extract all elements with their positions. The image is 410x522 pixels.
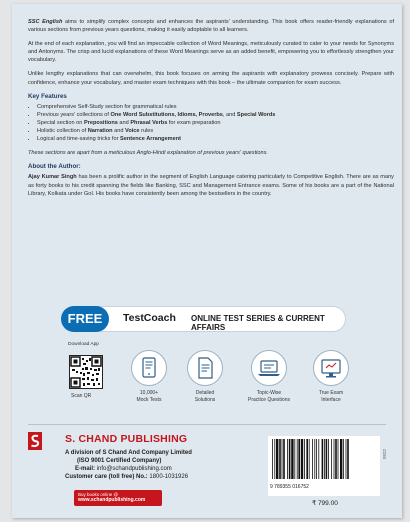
feature-text: rules xyxy=(139,128,154,135)
intro-paragraph-3: Unlike lengthy explanations that can overwhelm, this book focuses on arming the aspirants with explanatory prowess concisely. Prepare with confidence, enhance your vocabulary, and master exam techniques with this book – the ultimate companion for exam success. xyxy=(28,71,394,86)
author-bio xyxy=(28,173,394,197)
feature-text: and xyxy=(117,119,131,126)
features-note: These sections are apart from a meticulous Anglo-Hindi explanation of previous years' questions. xyxy=(28,150,268,157)
qr-code[interactable] xyxy=(69,355,103,389)
key-feature-item xyxy=(37,111,394,119)
feature-text: Holistic collection of xyxy=(37,128,88,135)
free-badge: FREE xyxy=(61,306,109,332)
key-feature-item xyxy=(37,135,394,143)
key-features-list xyxy=(28,103,394,143)
brand-name: SSC English xyxy=(28,19,63,25)
feature-text: and xyxy=(112,128,126,135)
back-cover xyxy=(12,4,402,518)
key-feature-item xyxy=(37,127,394,135)
feature-text: Special section on xyxy=(37,119,84,126)
feature-highlight: Voice xyxy=(125,128,140,135)
testcoach-banner xyxy=(65,307,345,331)
laptop-icon xyxy=(251,350,287,386)
barcode-icon xyxy=(268,436,380,482)
feature-highlight: One Word Substitutions, Idioms, Proverbs xyxy=(110,111,223,118)
feature-topic-wise xyxy=(240,350,298,403)
feature-label: Interface xyxy=(321,396,341,403)
feature-highlight: Sentence Arrangement xyxy=(120,136,182,143)
key-feature-item xyxy=(37,103,394,111)
intro-text-1: aims to simplify complex concepts and enhances the aspirants' understanding. This book offers reader-friendly explanations of various sections from previous years questions, making it easily adoptable to all learners. xyxy=(28,19,394,34)
scan-qr-label: Scan QR xyxy=(71,393,92,399)
tablet-icon xyxy=(131,350,167,386)
author-bio-text: has been a prolific author in the segment of English Language catering particularly to Competitive English. There are as many as forty books to his credit spanning the fields like Banking, SSC and Management Entrance exams. Some of his books are a part of the National Library, Kolkata under GoI. His books have consistently been among the bestsellers in the country. xyxy=(28,174,394,197)
feature-label: 10,000+ xyxy=(139,390,159,396)
intro-paragraph-1 xyxy=(28,18,394,34)
author-name: Ajay Kumar Singh xyxy=(28,174,77,181)
feature-label: Solutions xyxy=(194,396,216,403)
feature-text: Comprehensive Self-Study section for grammatical rules xyxy=(37,103,177,110)
qr-icon xyxy=(70,356,102,388)
feature-mock-tests xyxy=(120,350,178,403)
buy-online-badge[interactable] xyxy=(74,490,162,506)
key-features-heading: Key Features xyxy=(28,92,67,100)
feature-label: True Exam xyxy=(318,390,344,396)
description-block xyxy=(28,18,394,204)
email-label: E-mail: xyxy=(75,466,97,472)
document-icon xyxy=(187,350,223,386)
feature-text: Previous years' collections of xyxy=(37,111,111,118)
feature-true-exam xyxy=(302,350,360,403)
feature-text: for exam preparation xyxy=(167,119,221,126)
key-feature-item xyxy=(37,119,394,127)
author-heading: About the Author: xyxy=(28,163,81,171)
feature-label: Mock Tests xyxy=(136,396,162,403)
feature-highlight: Prepositions xyxy=(83,119,118,126)
print-code: 0922 xyxy=(382,449,387,460)
buy-online-url[interactable]: www.schandpublishing.com xyxy=(78,496,146,503)
buy-online-label: Buy books online @ xyxy=(78,492,119,497)
feature-highlight: Phrasal Verbs xyxy=(130,119,168,126)
barcode xyxy=(268,436,380,496)
publisher-name: S. CHAND PUBLISHING xyxy=(65,433,188,445)
price: ₹ 799.00 xyxy=(312,500,338,507)
intro-paragraph-2: At the end of each explanation, you will find an impeccable collection of Word Meanings, meticulously curated to cater to your needs for Synonyms and Antonyms. The crisp and lucid explanations of these Word Meanings serve as an added benefit, empowering you to effortlessly strengthen your vocabulary. xyxy=(28,41,394,64)
publisher-details xyxy=(65,449,192,481)
publisher-iso: (ISO 9001 Certified Company) xyxy=(77,458,162,464)
customer-care-number: 1800-1031926 xyxy=(149,474,189,480)
publisher-division: A division of S Chand And Company Limited xyxy=(65,450,192,456)
testcoach-tagline: ONLINE TEST SERIES & CURRENT AFFAIRS xyxy=(191,314,325,332)
feature-text: , and xyxy=(222,111,237,118)
download-app-label: Download App xyxy=(68,342,99,347)
feature-text: Logical and time-saving tricks for xyxy=(37,136,121,143)
s-chand-logo-icon xyxy=(28,432,42,450)
feature-label: Detailed xyxy=(195,390,215,396)
isbn-number: 9 789355 016752 xyxy=(270,484,309,490)
customer-care-label: Customer care (toll free) No.: xyxy=(65,474,150,480)
feature-label: Practice Questions xyxy=(248,396,290,403)
feature-detailed-solutions xyxy=(176,350,234,403)
monitor-icon xyxy=(313,350,349,386)
publisher-email[interactable]: info@schandpublishing.com xyxy=(96,466,172,472)
feature-highlight: Special Words xyxy=(236,111,276,118)
testcoach-logo: TestCoach xyxy=(123,312,176,324)
feature-label: Topic-Wise xyxy=(256,390,282,396)
feature-highlight: Narration xyxy=(87,128,113,135)
divider xyxy=(28,424,386,425)
